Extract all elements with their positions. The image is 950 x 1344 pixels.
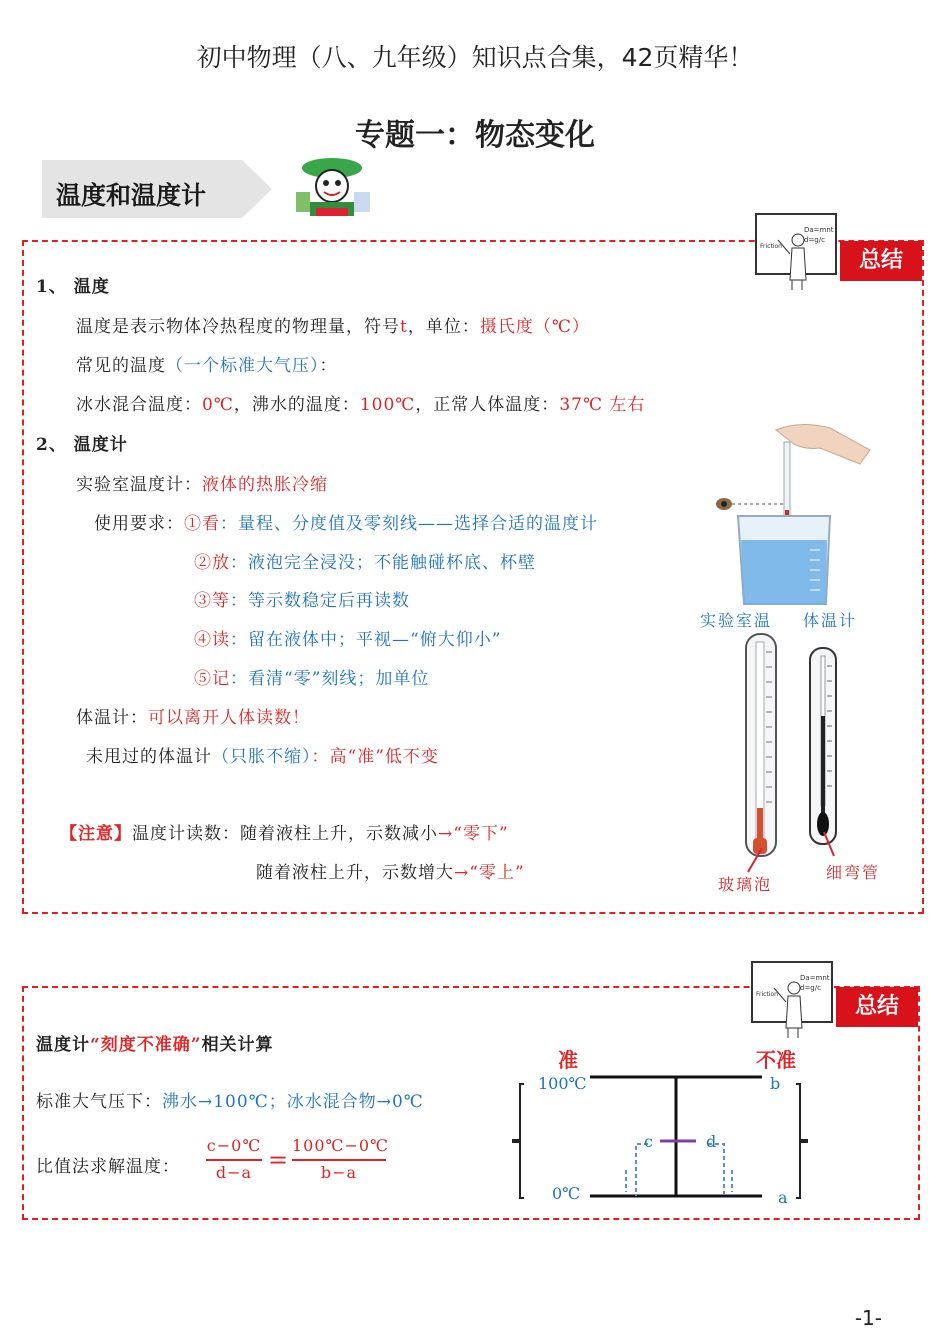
clinical-thermometer-illustration	[804, 646, 844, 856]
standard-pressure-note: （一个标准大气压）	[166, 356, 320, 376]
label-a: a	[778, 1188, 788, 1207]
fraction-2-denominator: b−a	[320, 1163, 358, 1182]
svg-text:Friction: Friction	[760, 243, 782, 250]
beaker-thermometer-illustration	[710, 420, 890, 610]
value-body: 37℃ 左右	[559, 395, 646, 415]
common-temp-line	[76, 351, 338, 376]
text: ：	[319, 356, 338, 376]
label-lab-thermometer: 实验室温	[700, 611, 773, 630]
fraction-bar	[206, 1159, 262, 1161]
svg-text:Friction: Friction	[756, 991, 778, 998]
step-number: ②放	[194, 553, 230, 573]
arrow: →	[454, 863, 470, 883]
text: 使用要求：	[94, 514, 184, 534]
heading-temperature: 1、 温度	[36, 277, 110, 297]
section-ribbon-title: 温度和温度计	[56, 181, 207, 210]
text: 常见的温度	[76, 356, 166, 376]
svg-text:d=g/c: d=g/c	[800, 984, 821, 992]
label-clinical-thermometer: 体温计	[803, 611, 858, 630]
reading-rule: ：高“准”低不变	[311, 747, 439, 767]
unit-celsius: 摄氏度（℃）	[479, 317, 590, 337]
inaccurate-scale: “刻度不准确”	[90, 1035, 202, 1055]
teacher-board-illustration	[748, 958, 836, 1042]
equals-sign: =	[267, 1146, 289, 1174]
fraction-1-numerator: c−0℃	[206, 1136, 262, 1155]
clinical-thermometer-line	[76, 703, 310, 728]
step-text: ：留在液体中；平视—“俯大仰小”	[230, 630, 502, 650]
text: ，单位：	[407, 317, 480, 337]
svg-text:Da=mnt: Da=mnt	[800, 974, 830, 982]
standard-pressure-line	[36, 1087, 424, 1112]
clinical-note: 可以离开人体读数！	[148, 708, 310, 728]
step-number: ⑤记	[194, 669, 230, 689]
page-number: -1-	[854, 1306, 882, 1330]
text: 相关计算	[201, 1035, 274, 1055]
calc-title-line	[36, 1030, 274, 1055]
label-glass-bulb: 玻璃泡	[718, 875, 773, 894]
text: ，正常人体温度：	[415, 395, 560, 415]
step-text: ：等示数稳定后再读数	[230, 591, 410, 611]
lab-thermometer-line	[76, 470, 328, 495]
fraction-2-numerator: 100℃−0℃	[292, 1136, 389, 1155]
summary-tag-1: 总结	[840, 241, 922, 281]
ratio-method-label: 比值法求解温度：	[36, 1157, 180, 1177]
topic-title: 专题一：物态变化	[355, 118, 595, 153]
step-number: ④读	[194, 630, 230, 650]
above-zero-label: “零上”	[469, 863, 525, 883]
summary-tag-2: 总结	[836, 987, 918, 1027]
svg-text:d=g/c: d=g/c	[804, 236, 825, 244]
principle: 液体的热胀冷缩	[202, 475, 328, 495]
usage-line-1	[94, 509, 598, 534]
value-ice-water: 0℃	[202, 395, 234, 415]
mascot-illustration	[288, 152, 378, 224]
label-0c: 0℃	[552, 1184, 581, 1203]
usage-line-5	[194, 664, 429, 689]
temp-values-line	[76, 390, 645, 415]
text: 温度是表示物体冷热程度的物理量，符号	[76, 317, 400, 337]
label-accurate: 准	[558, 1048, 578, 1072]
text: 标准大气压下：	[36, 1092, 162, 1112]
text: 未甩过的体温计	[86, 747, 212, 767]
fraction-1-denominator: d−a	[215, 1163, 253, 1182]
step-text: ：量程、分度值及零刻线——选择合适的温度计	[220, 514, 598, 534]
usage-line-2	[194, 548, 536, 573]
fraction-bar	[292, 1159, 386, 1161]
label-d: d	[706, 1132, 717, 1151]
expand-only-note: （只胀不缩）	[212, 747, 312, 767]
ratio-formula	[206, 1136, 396, 1186]
note-tag: 【注意】	[60, 824, 132, 844]
label-b: b	[770, 1074, 781, 1093]
note-line-1	[60, 819, 509, 844]
label-inaccurate: 不准	[756, 1048, 796, 1072]
arrow: →	[438, 824, 454, 844]
temp-definition-line	[76, 312, 590, 337]
text: 冰水混合温度：	[76, 395, 202, 415]
usage-line-4	[194, 625, 501, 650]
label-thin-bend: 细弯管	[826, 863, 881, 882]
text: 体温计：	[76, 708, 148, 728]
text: 实验室温度计：	[76, 475, 202, 495]
step-number: ③等	[194, 591, 230, 611]
value-boiling: 100℃	[359, 395, 416, 415]
label-100c: 100℃	[538, 1074, 587, 1093]
svg-text:Da=mnt: Da=mnt	[804, 226, 834, 234]
step-text: ：液泡完全浸没；不能触碰杯底、杯壁	[230, 553, 536, 573]
page-header: 初中物理（八、九年级）知识点合集，42页精华！	[196, 43, 754, 72]
below-zero-label: “零下”	[453, 824, 509, 844]
usage-line-3	[194, 586, 410, 611]
note-line-2	[256, 858, 525, 883]
unshaken-line	[86, 742, 439, 767]
step-number: ①看	[184, 514, 220, 534]
step-text: ：看清“零”刻线；加单位	[230, 669, 430, 689]
text: 温度计读数：随着液柱上升，示数减小	[132, 824, 438, 844]
scale-diagram	[500, 1040, 820, 1210]
text: 温度计	[36, 1035, 90, 1055]
symbol-t: t	[400, 317, 408, 337]
teacher-board-illustration	[752, 210, 840, 294]
heading-thermometer: 2、 温度计	[36, 435, 128, 455]
text: 随着液柱上升，示数增大	[256, 863, 454, 883]
text: ，沸水的温度：	[233, 395, 360, 415]
label-c: c	[644, 1132, 653, 1151]
fixed-points: 沸水→100℃；冰水混合物→0℃	[162, 1092, 424, 1112]
